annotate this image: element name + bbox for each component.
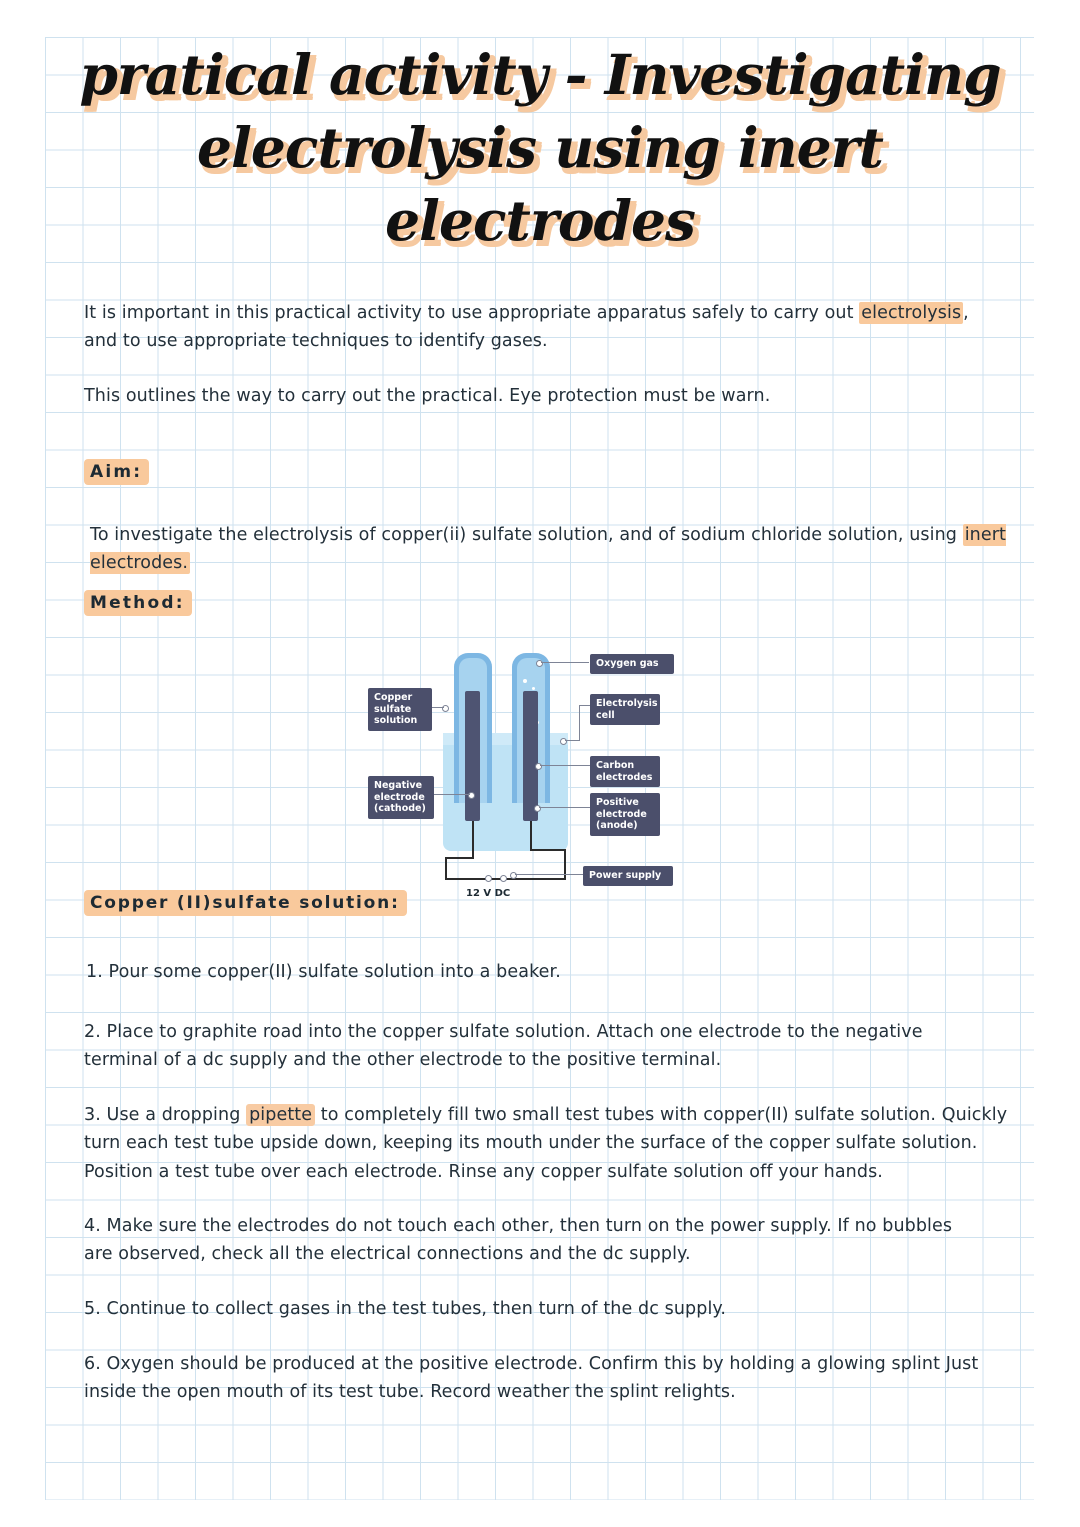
wire-left-vertical xyxy=(445,857,447,879)
wire-cathode-vertical xyxy=(472,821,474,859)
callout-line-power xyxy=(515,874,583,875)
label-oxygen-gas: Oxygen gas xyxy=(590,654,674,674)
label-positive-electrode: Positive electrode (anode) xyxy=(590,793,660,836)
label-power-supply: Power supply xyxy=(583,866,673,886)
carbon-electrode-cathode xyxy=(465,691,480,821)
callout-line-cell-h xyxy=(565,740,579,741)
wire-anode-vertical xyxy=(530,821,532,851)
aim-heading: Aim: xyxy=(84,459,149,485)
bubble xyxy=(523,679,527,683)
method-step-6: 6. Oxygen should be produced at the positive electrode. Confirm this by holding a glowing splint Just inside the open mouth of its test tube. Record weather the splint relights. xyxy=(84,1354,979,1403)
method-step-2: 2. Place to graphite road into the copper sulfate solution. Attach one electrode to the negative terminal of a dc supply and the other electrode to the positive terminal. xyxy=(84,1022,923,1071)
label-negative-electrode: Negative electrode (cathode) xyxy=(368,776,434,819)
method-heading: Method: xyxy=(84,590,192,616)
terminal-dot-right xyxy=(500,875,507,882)
intro-highlight-electrolysis: electrolysis xyxy=(861,303,962,323)
label-electrolysis-cell: Electrolysis cell xyxy=(590,694,660,725)
intro-paragraph-2: This outlines the way to carry out the practical. Eye protection must be warn. xyxy=(84,386,771,406)
label-carbon-electrodes: Carbon electrodes xyxy=(590,756,660,787)
callout-line-cell-h2 xyxy=(579,705,590,706)
intro-paragraph-1-post: , and to use appropriate techniques to identify gases. xyxy=(84,303,969,352)
terminal-dot-left xyxy=(485,875,492,882)
intro-paragraph-1 xyxy=(84,299,989,356)
callout-line-oxygen xyxy=(541,662,589,663)
aim-highlight-inert-electrodes: inert electrodes. xyxy=(90,525,1006,574)
label-copper-sulfate-solution: Copper sulfate solution xyxy=(368,688,432,731)
method-step-4: 4. Make sure the electrodes do not touch each other, then turn on the power supply. If no bubbles are observed, check all the electrical connections and the dc supply. xyxy=(84,1216,953,1265)
callout-line-carbon xyxy=(540,765,590,766)
step-3-highlight-pipette: pipette xyxy=(246,1104,315,1126)
carbon-electrode-anode xyxy=(523,691,538,821)
wire-right-horizontal xyxy=(530,849,566,851)
wire-left-horizontal xyxy=(445,857,474,859)
method-step-1: 1. Pour some copper(II) sulfate solution into a beaker. xyxy=(86,962,561,982)
copper-sulfate-subheading: Copper (II)sulfate solution: xyxy=(84,890,407,916)
callout-line-cell-v xyxy=(579,705,580,741)
aim-text xyxy=(90,521,1030,578)
voltage-label: 12 V DC xyxy=(466,888,511,899)
aim-text-pre: To investigate the electrolysis of copper(ii) sulfate solution, and of sodium chloride solution, using xyxy=(90,525,963,545)
method-step-3: 3. Use a dropping pipette to completely fill two small test tubes with copper(II) sulfate solution. Quickly turn each test tube upside down, keeping its mouth under the surface of the copper sulfate solution. Position a test tube over each electrode. Rinse any copper sulfate solution off your hands. xyxy=(84,1105,1008,1182)
bubble xyxy=(532,687,535,690)
callout-line-positive xyxy=(539,807,590,808)
page-title: pratical activity - Investigating electrolysis using inert electrodes xyxy=(79,42,1001,254)
method-step-5: 5. Continue to collect gases in the test tubes, then turn of the dc supply. xyxy=(84,1299,727,1319)
intro-paragraph-1-pre: It is important in this practical activity to use appropriate apparatus safely to carry out xyxy=(84,303,860,323)
electrolysis-cell-diagram xyxy=(360,645,680,899)
